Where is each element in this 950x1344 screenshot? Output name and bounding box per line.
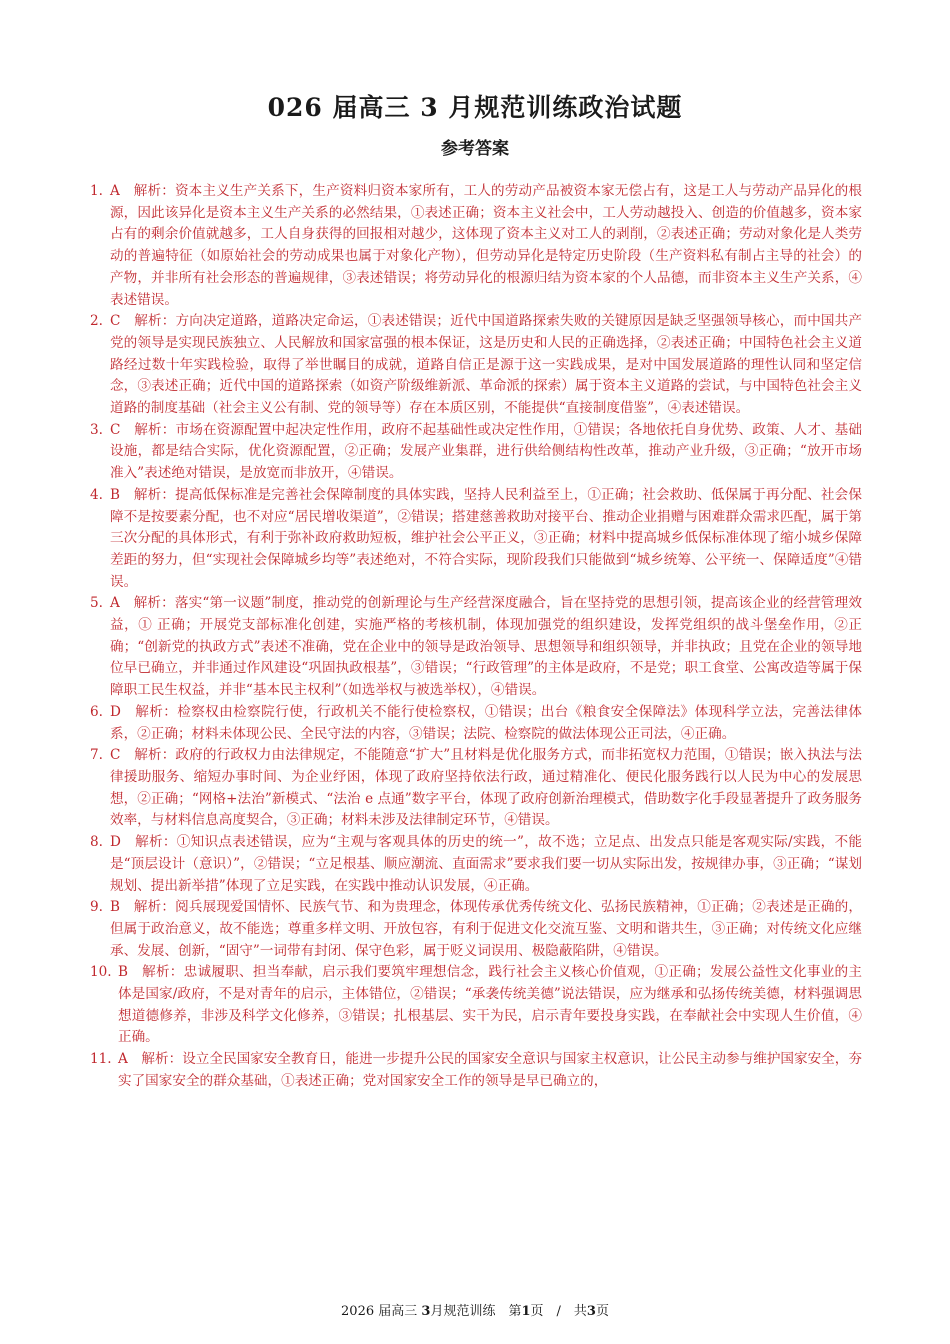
answer-number: 5.: [90, 595, 103, 612]
answer-text: A 解析：资本主义生产关系下，生产资料归资本家所有，工人的劳动产品被资本家无偿占有，这是工人与劳动产品异化的根源，因此该异化是资本主义生产关系的必然结果，①表述正确；资本主义社会中，工人劳动越投入、创造的价值越多，资本家占有的剩余价值就越多，工人自身获得的回报相对越少，这体现了资本主义对工人的剥削，②表述正确；劳动对象化是人类劳动的普遍特征（如原始社会的劳动成果也属于对象化产物），但劳动异化是特定历史阶段（生产资料私有制占主导的社会）的产物，并非所有社会形态的普遍规律，③表述错误；将劳动异化的根源归结为资本家的个人品德，而非资本主义生产关系，④表述错误。: [110, 183, 862, 308]
answer-item-9: [90, 897, 862, 962]
answer-item-7: [90, 745, 862, 832]
page-subtitle: 参考答案: [441, 139, 509, 159]
answer-text: A 解析：设立全民国家安全教育日，能进一步提升公民的国家安全意识与国家主权意识，让公民主动参与维护国家安全，夯实了国家安全的群众基础，①表述正确；党对国家安全工作的领导是早已确立的，: [118, 1051, 862, 1089]
answer-number: 11.: [90, 1051, 112, 1068]
answer-text: C 解析：政府的行政权力由法律规定，不能随意“扩大”且材料是优化服务方式，而非拓宽权力范围，①错误；嵌入执法与法律援助服务、缩短办事时间、为企业纾困，体现了政府坚持依法行政，通过精准化、便民化服务践行以人民为中心的发展思想，②正确；“网格+法治”新模式、“法治 e 点通”数字平台，体现了政府创新治理模式，借助数字化手段显著提升了政务服务效率，与材料信息高度契合，③正确；材料未涉及法律制定环节，④错误。: [110, 747, 862, 829]
answer-item-6: [90, 702, 862, 745]
answer-item-8: [90, 832, 862, 897]
answer-number: 9.: [90, 899, 103, 916]
footer-mid: 月规范训练 第: [430, 1304, 522, 1319]
answer-number: 6.: [90, 703, 103, 720]
footer-page-suffix: 页 / 共: [530, 1304, 587, 1319]
answer-text: B 解析：提高低保标准是完善社会保障制度的具体实践，坚持人民利益至上，①正确；社会救助、低保属于再分配、社会保障不是按要素分配，也不对应“居民增收渠道”，②错误；搭建慈善救助对接平台、推动企业捐赠与困难群众需求匹配，属于第三次分配的具体形式，有利于弥补政府救助短板，维护社会公平正义，③正确；材料中提高城乡低保标准体现了缩小城乡保障差距的努力，但“实现社会保障城乡均等”表述绝对，不符合实际，现阶段我们只能做到“城乡统筹、公平统一、保障适度”④错误。: [110, 486, 862, 590]
answer-text: C 解析：方向决定道路，道路决定命运，①表述错误；近代中国道路探索失败的关键原因是缺乏坚强领导核心，而中国共产党的领导是实现民族独立、人民解放和国家富强的根本保证，这是历史和人民的正确选择，②表述正确；中国特色社会主义道路经过数十年实践检验，取得了举世瞩目的成就，道路自信正是源于这一实践成果，是对中国发展道路的理性认同和坚定信念，③表述正确；近代中国的道路探索（如资产阶级维新派、革命派的探索）属于资本主义道路的尝试，与中国特色社会主义道路的制度基础（社会主义公有制、党的领导等）存在本质区别，不能提供“直接制度借鉴”，④表述错误。: [110, 313, 862, 417]
answer-number: 2.: [90, 313, 103, 330]
footer-prefix: 2026 届高三: [341, 1304, 418, 1319]
answer-item-5: [90, 593, 862, 702]
answer-number: 10.: [90, 964, 112, 981]
answer-number: 3.: [90, 421, 103, 438]
answer-number: 4.: [90, 486, 103, 503]
page-title: 026 届高三 3 月规范训练政治试题: [267, 93, 683, 122]
answer-number: 7.: [90, 747, 103, 764]
answer-text: B 解析：阅兵展现爱国情怀、民族气节、和为贵理念，体现传承优秀传统文化、弘扬民族精神，①正确；②表述是正确的，但属于政治意义，故不能选；尊重多样文明、开放包容，有利于促进文化交流互鉴、文明和谐共生，③正确；对传统文化应继承、发展、创新，“固守”一词带有封闭、保守色彩，属于贬义词误用、极隐蔽陷阱，④错误。: [110, 899, 862, 959]
answer-item-3: [90, 420, 862, 485]
page-footer: [0, 1300, 950, 1319]
answer-text: D 解析：检察权由检察院行使，行政机关不能行使检察权，①错误；出台《粮食安全保障法》体现科学立法，完善法律体系，②正确；材料未体现公民、全民守法的内容，③错误；法院、检察院的做法体现公正司法，④正确。: [110, 703, 862, 742]
answer-list: [90, 181, 862, 1093]
answer-item-2: [90, 311, 862, 420]
answer-text: C 解析：市场在资源配置中起决定性作用，政府不起基础性或决定性作用，①错误；各地依托自身优势、政策、人才、基础设施，都是结合实际，优化资源配置，②正确；发展产业集群，进行供给侧结构性改革，推动产业升级，③正确；“放开市场准入”表述绝对错误，是放宽而非放开，④错误。: [110, 421, 862, 482]
footer-total-pages: 3: [586, 1304, 596, 1319]
answer-item-10: [90, 962, 862, 1049]
answer-text: A 解析：落实“第一议题”制度，推动党的创新理论与生产经营深度融合，旨在坚持党的思想引领，提高该企业的经营管理效益，① 正确；开展党支部标准化创建，实施严格的考核机制，体现加强党的组织建设，发挥党组织的战斗堡垒作用，②正确；“创新党的执政方式”表述不准确，党在企业中的领导是政治领导、思想领导和组织领导，并非执政；且党在企业的领导地位早已确立，并非通过作风建设“巩固执政根基”，③错误；“行政管理”的主体是政府，不是党；职工食堂、公寓改造等属于保障职工民生权益，并非“基本民主权利”（如选举权与被选举权），④错误。: [110, 595, 862, 699]
answer-number: 8.: [90, 834, 103, 851]
footer-total-suffix: 页: [595, 1304, 609, 1319]
answer-number: 1.: [90, 183, 103, 199]
answer-text: B 解析：忠诚履职、担当奉献，启示我们要筑牢理想信念，践行社会主义核心价值观，①正确；发展公益性文化事业的主体是国家/政府，不是对青年的启示，主体错位，②错误；“承袭传统美德”说法错误，应为继承和弘扬传统美德，材料强调思想道德修养，非涉及科学文化修养，③错误；扎根基层、实干为民，启示青年要投身实践，在奉献社会中实现人生价值，④正确。: [118, 964, 862, 1046]
answer-item-4: [90, 485, 862, 594]
answer-item-11: [90, 1049, 862, 1092]
answer-text: D 解析：①知识点表述错误，应为“主观与客观具体的历史的统一”，故不选；立足点、出发点只能是客观实际/实践，不能是“顶层设计（意识）”，②错误；“立足根基、顺应潮流、直面需求”要求我们要一切从实际出发，按规律办事，③正确；“谋划规划、提出新举措”体现了立足实践，在实践中推动认识发展，④正确。: [110, 834, 862, 894]
answer-item-1: [90, 181, 862, 311]
footer-month: 3: [421, 1304, 431, 1319]
footer-page-number: 1: [521, 1304, 531, 1319]
